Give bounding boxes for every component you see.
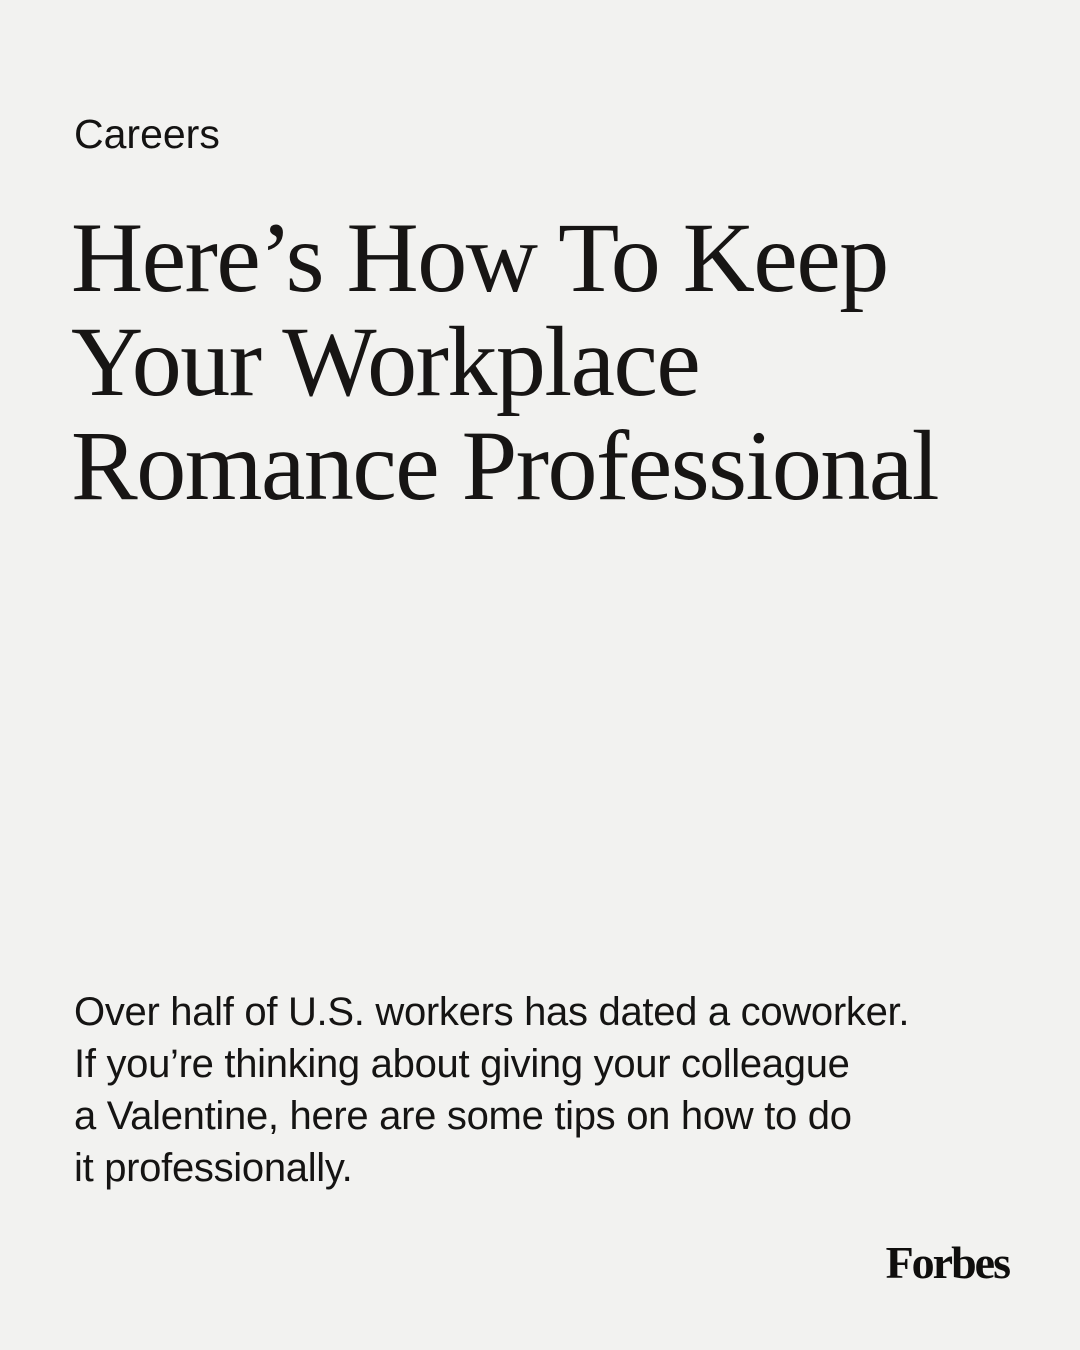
category-label: Careers [74,111,220,157]
dek-line-2: If you’re thinking about giving your colleague [74,1042,850,1086]
dek-line-3: a Valentine, here are some tips on how to do [74,1094,852,1138]
dek-line-4: it professionally. [74,1146,353,1190]
headline-line-3: Romance Professional [71,410,939,521]
dek-text [74,986,909,1194]
headline-line-1: Here’s How To Keep [71,202,888,313]
dek-line-1: Over half of U.S. workers has dated a coworker. [74,990,910,1034]
headline [71,202,939,521]
forbes-logo: Forbes [885,1237,1009,1289]
headline-line-2: Your Workplace [71,306,700,417]
